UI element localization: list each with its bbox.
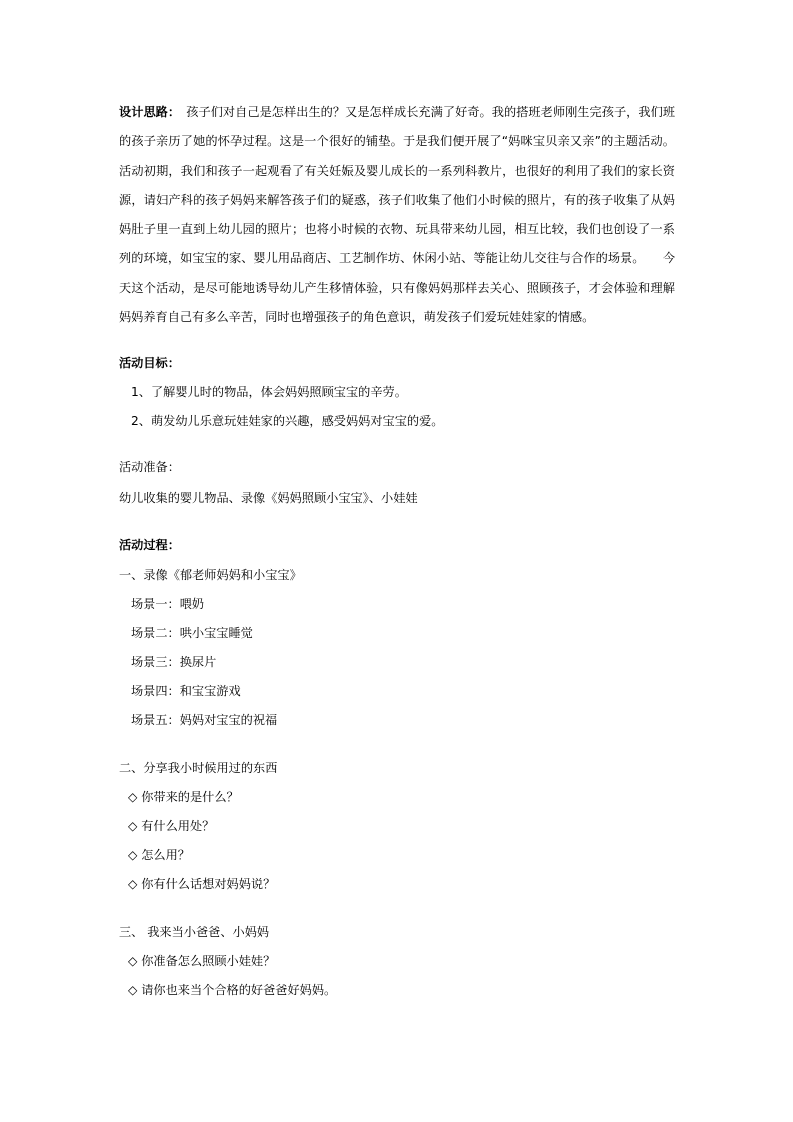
goals-heading: 活动目标： [119, 356, 180, 370]
design-line: 动初期，我们和孩子一起观看了有关妊娠及婴儿成长的一系列科教片，也很好的利用了我们的家长资源， [119, 163, 675, 207]
part2-title: 二、分享我小时候用过的东西 [119, 761, 278, 775]
design-line: 孩子们对自己是怎样出生的？又是怎样成长充满了好奇。我的搭班老师刚生完孩子，我们班 [186, 105, 676, 119]
design-line: 多么辛苦，同时也增强孩子的角色意识，萌发孩子们爱玩娃娃家的情感。 [204, 310, 595, 325]
scene-item: 场景一：喂奶 [131, 597, 205, 611]
process-heading: 活动过程： [119, 538, 180, 552]
prep-text: 幼儿收集的婴儿物品、录像《妈妈照顾小宝宝》、小娃娃 [119, 491, 418, 505]
scene-item: 场景五：妈妈对宝宝的祝福 [131, 713, 278, 727]
part3-title: 三、 我来当小爸爸、小妈妈 [119, 925, 270, 939]
goal-item: 1、了解婴儿时的物品，体会妈妈照顾宝宝的辛劳。 [131, 385, 407, 399]
scene-item: 场景二：哄小宝宝睡觉 [131, 626, 253, 640]
design-line: 是尽可能地诱导幼儿产生移情体验，只有像妈妈那样去关心、照顾孩子，才会体验和理解妈妈养育自己有 [119, 280, 675, 325]
design-line: 如宝宝的家、婴儿用品商店、工艺制作坊、休闲小站、等能让幼儿交往与合作的场景。 今天这个活动， [119, 251, 676, 295]
question-item: ◇ 请你也来当个合格的好爸爸好妈妈。 [128, 983, 337, 997]
scene-item: 场景四：和宝宝游戏 [131, 684, 241, 698]
question-item: ◇ 有什么用处？ [128, 819, 215, 833]
design-paragraph [119, 98, 675, 332]
goal-item: 2、萌发幼儿乐意玩娃娃家的兴趣，感受妈妈对宝宝的爱。 [131, 414, 444, 428]
question-item: ◇ 怎么用？ [128, 848, 190, 862]
scene-item: 场景三：换尿片 [131, 655, 217, 669]
design-line: 的孩子亲历了她的怀孕过程。这是一个很好的铺垫。于是我们便开展了“妈咪宝贝亲又亲”的主题活动。活 [119, 134, 675, 178]
part1-title: 一、录像《郁老师妈妈和小宝宝》 [119, 568, 302, 582]
design-line: 里一直到上幼儿园的照片；也将小时候的衣物、玩具带来幼儿园，相互比较，我们也创设了一系列的环境， [119, 222, 675, 266]
question-item: ◇ 你准备怎么照顾小娃娃？ [128, 954, 276, 968]
design-label: 设计思路： [119, 105, 175, 119]
design-line: 请妇产科的孩子妈妈来解答孩子们的疑惑，孩子们收集了他们小时候的照片，有的孩子收集了从妈妈肚子 [119, 192, 675, 237]
question-item: ◇ 你带来的是什么？ [128, 790, 239, 804]
prep-heading: 活动准备： [119, 460, 180, 474]
question-item: ◇ 你有什么话想对妈妈说？ [128, 877, 276, 891]
